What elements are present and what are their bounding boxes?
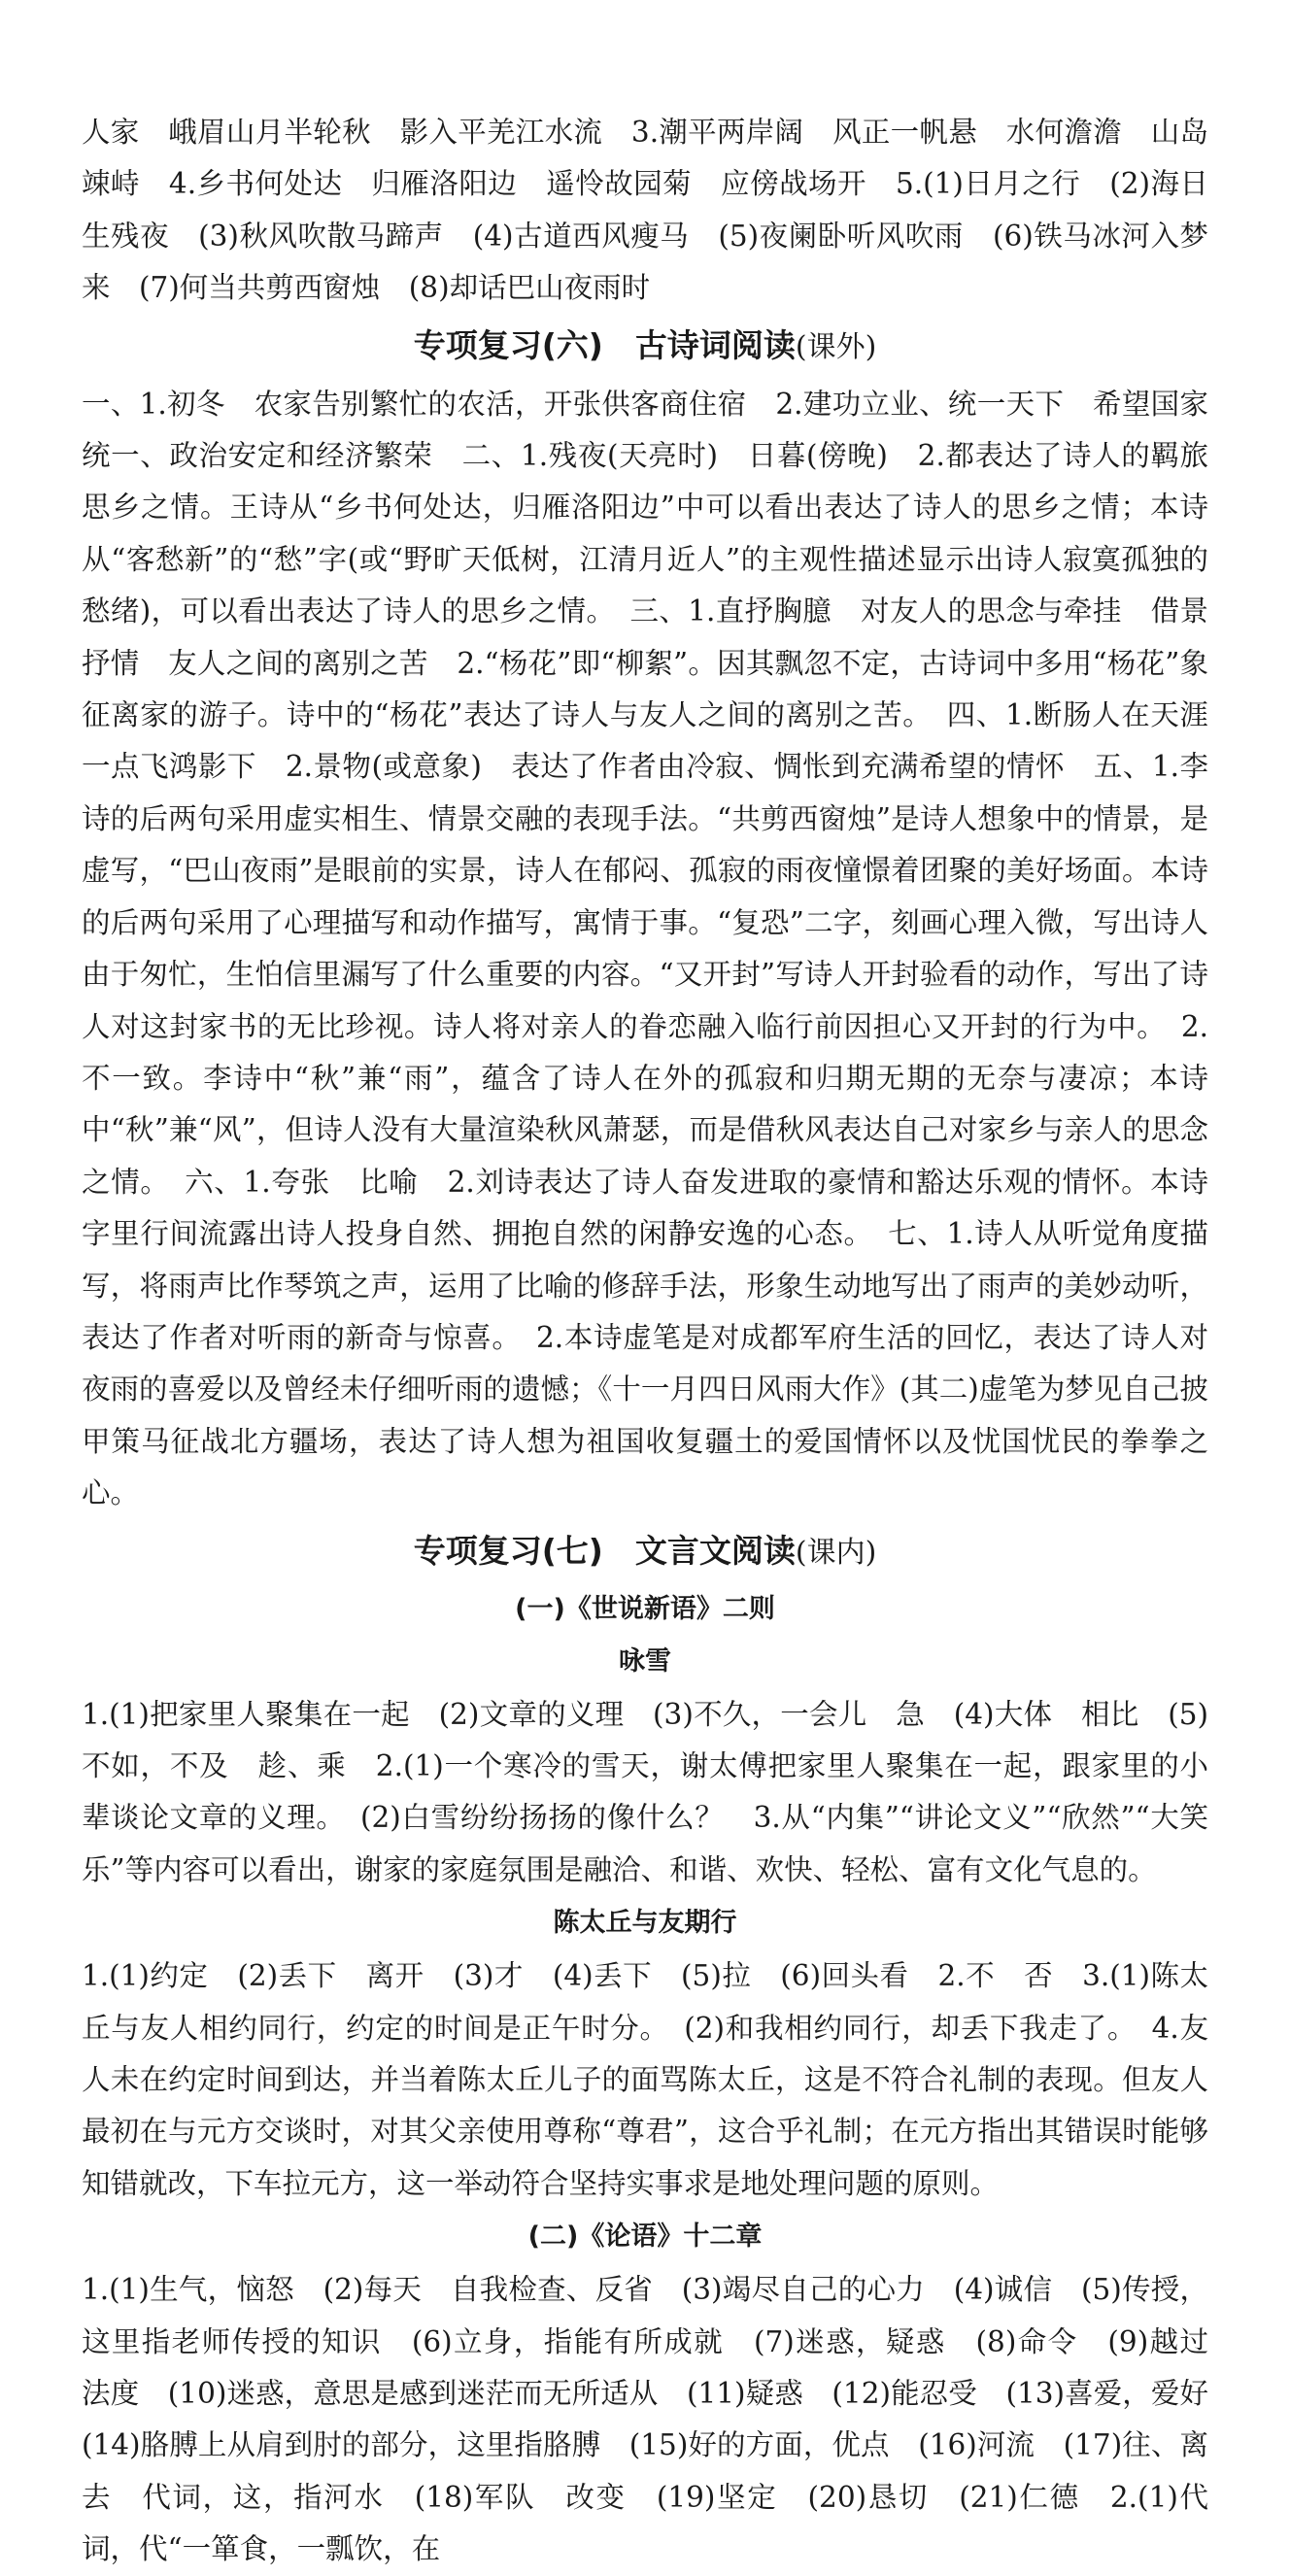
top-paragraph: 人家 峨眉山月半轮秋 影入平羌江水流 3.潮平两岸阔 风正一帆悬 水何澹澹 山岛竦峙 4.乡书何处达 归雁洛阳边 遥怜故园菊 应傍战场开 5.(1)日月之行 (2)海日生残夜 (3)秋风吹散马蹄声 (4)古道西风瘦马 (5)夜阑卧听风吹雨 (6)铁马冰河入梦来 (7)何当共剪西窗烛 (8)却话巴山夜雨时 — [82, 116, 1208, 305]
section7-title: 专项复习(七) 文言文阅读 — [413, 1531, 796, 1570]
section6-body: 一、1.初冬 农家告别繁忙的农活，开张供客商住宿 2.建功立业、统一天下 希望国家统一、政治安定和经济繁荣 二、1.残夜(天亮时) 日暮(傍晚) 2.都表达了诗人的羁旅思乡之情。王诗从“乡书何处达，归雁洛阳边”中可以看出表达了诗人的思乡之情；本诗从“客愁新”的“愁”字(或“野旷天低树，江清月近人”的主观性描述显示出诗人寂寞孤独的愁绪)，可以看出表达了诗人的思乡之情。 三、1.直抒胸臆 对友人的思念与牵挂 借景抒情 友人之间的离别之苦 2.“杨花”即“柳絮”。因其飘忽不定，古诗词中多用“杨花”象征离家的游子。诗中的“杨花”表达了诗人与友人之间的离别之苦。 四、1.断肠人在天涯 一点飞鸿影下 2.景物(或意象) 表达了作者由冷寂、惆怅到充满希望的情怀 五、1.李诗的后两句采用虚实相生、情景交融的表现手法。“共剪西窗烛”是诗人想象中的情景，是虚写，“巴山夜雨”是眼前的实景，诗人在郁闷、孤寂的雨夜憧憬着团聚的美好场面。本诗的后两句采用了心理描写和动作描写，寓情于事。“复恐”二字，刻画心理入微，写出诗人由于匆忙，生怕信里漏写了什么重要的内容。“又开封”写诗人开封验看的动作，写出了诗人对这封家书的无比珍视。诗人将对亲人的眷恋融入临行前因担心又开封的行为中。 2.不一致。李诗中“秋”兼“雨”，蕴含了诗人在外的孤寂和归期无期的无奈与凄凉；本诗中“秋”兼“风”，但诗人没有大量渲染秋风萧瑟，而是借秋风表达自己对家乡与亲人的思念之情。 六、1.夸张 比喻 2.刘诗表达了诗人奋发进取的豪情和豁达乐观的情怀。本诗字里行间流露出诗人投身自然、拥抱自然的闲静安逸的心态。 七、1.诗人从听觉角度描写，将雨声比作琴筑之声，运用了比喻的修辞手法，形象生动地写出了雨声的美妙动听，表达了作者对听雨的新奇与惊喜。 2.本诗虚笔是对成都军府生活的回忆，表达了诗人对夜雨的喜爱以及曾经未仔细听雨的遗憾；《十一月四日风雨大作》(其二)虚笔为梦见自己披甲策马征战北方疆场，表达了诗人想为祖国收复疆土的爱国情怀以及忧国忧民的拳拳之心。 — [82, 387, 1238, 1510]
section7-subtitle: (课内) — [795, 1535, 877, 1570]
answer-page — [82, 107, 1238, 2576]
yongxue-title: 咏雪 — [619, 1645, 671, 1677]
chentaiqiu-title: 陈太丘与友期行 — [553, 1908, 737, 1939]
section6-title: 专项复习(六) 古诗词阅读 — [413, 325, 796, 364]
section6-subtitle: (课外) — [795, 329, 877, 364]
lunyu-body: 1.(1)生气，恼怒 (2)每天 自我检查、反省 (3)竭尽自己的心力 (4)诚信 (5)传授，这里指老师传授的知识 (6)立身，指能有所成就 (7)迷惑，疑惑 (8)命令 (9)越过 法度 (10)迷惑，意思是感到迷茫而无所适从 (11)疑惑 (12)能忍受 (13)喜爱，爱好 (14)胳膊上从肩到肘的部分，这里指胳膊 (15)好的方面，优点 (16)河流 (17)往、离去 代词，这，指河水 (18)军队 改变 (19)坚定 (20)恳切 (21)仁德 2.(1)代词，代“一箪食，一瓢饮，在 — [82, 2273, 1238, 2566]
chentaiqiu-body: 1.(1)约定 (2)丢下 离开 (3)才 (4)丢下 (5)拉 (6)回头看 2.不 否 3.(1)陈太丘与友人相约同行，约定的时间是正午时分。 (2)和我相约同行，却丢下我走了。 4.友人未在约定时间到达，并当着陈太丘儿子的面骂陈太丘，这是不符合礼制的表现。但友人最初在与元方交谈时，对其父亲使用尊称“尊君”，这合乎礼制；在元方指出其错误时能够知错就改，下车拉元方，这一举动符合坚持实事求是地处理问题的原则。 — [82, 1959, 1208, 2200]
section6-heading — [82, 319, 1208, 375]
section7-heading — [82, 1524, 1208, 1580]
part1-title: (一)《世说新语》二则 — [515, 1593, 775, 1624]
yongxue-body: 1.(1)把家里人聚集在一起 (2)文章的义理 (3)不久，一会儿 急 (4)大体 相比 (5)不如，不及 趁、乘 2.(1)一个寒冷的雪天，谢太傅把家里人聚集在一起，跟家里的小辈谈论文章的义理。 (2)白雪纷纷扬扬的像什么？ 3.从“内集”“讲论文义”“欣然”“大笑乐”等内容可以看出，谢家的家庭氛围是融洽、和谐、欢快、轻松、富有文化气息的。 — [82, 1697, 1208, 1886]
lunyu-title: (二)《论语》十二章 — [527, 2221, 763, 2253]
